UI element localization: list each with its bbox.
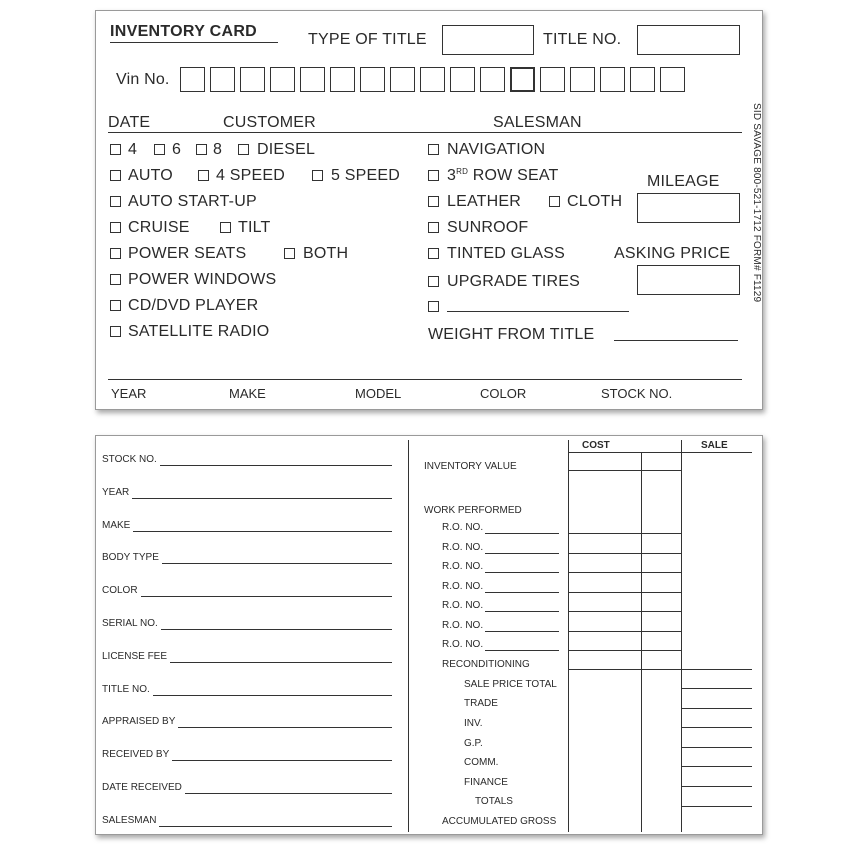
title-no-label: TITLE NO.	[543, 31, 622, 48]
other-option-line[interactable]	[447, 311, 629, 312]
make-label: MAKE	[229, 386, 266, 401]
field-label: SERIAL NO.	[102, 618, 158, 629]
totals-label: TOTALS	[475, 796, 513, 807]
field-line[interactable]	[178, 727, 392, 728]
checkbox-auto[interactable]	[110, 170, 121, 181]
reconditioning-label: RECONDITIONING	[442, 659, 530, 670]
checkbox-satellite[interactable]	[110, 326, 121, 337]
sale-line[interactable]	[681, 688, 752, 689]
vin-box[interactable]	[510, 67, 535, 92]
field-line[interactable]	[172, 760, 392, 761]
asking-price-label: ASKING PRICE	[614, 245, 731, 262]
field-label: BODY TYPE	[102, 552, 159, 564]
field-line[interactable]	[159, 826, 392, 827]
reconditioning-rule	[568, 669, 752, 670]
field-label: APPRAISED BY	[102, 716, 176, 728]
gp-label: G.P.	[464, 738, 483, 749]
label-auto: AUTO	[128, 167, 173, 184]
ro-number-line[interactable]	[485, 650, 559, 651]
label-4: 4	[128, 141, 138, 158]
checkbox-sunroof[interactable]	[428, 222, 439, 233]
model-label: MODEL	[355, 386, 402, 401]
label-tilt: TILT	[238, 219, 271, 236]
checkbox-8[interactable]	[196, 144, 207, 155]
inventory-value-label: INVENTORY VALUE	[424, 461, 517, 472]
checkbox-cd-dvd[interactable]	[110, 300, 121, 311]
title-no-box[interactable]	[637, 25, 740, 55]
sale-price-total-label: SALE PRICE TOTAL	[464, 679, 557, 690]
ro-label: R.O. NO.	[442, 522, 484, 533]
label-cruise: CRUISE	[128, 219, 190, 236]
mileage-box[interactable]	[637, 193, 740, 223]
inventory-value-line[interactable]	[568, 470, 681, 471]
cost-left-rule	[568, 440, 569, 832]
ro-label: R.O. NO.	[442, 600, 484, 611]
field-label: SALESMAN	[102, 814, 157, 826]
grid-header-rule	[568, 452, 752, 453]
checkbox-tires[interactable]	[428, 276, 439, 287]
ro-cost-line[interactable]	[568, 572, 681, 573]
ro-number-line[interactable]	[485, 611, 559, 612]
ro-cost-line[interactable]	[568, 533, 681, 534]
vin-box[interactable]	[600, 67, 625, 92]
checkbox-auto-start[interactable]	[110, 196, 121, 207]
date-header: DATE	[108, 114, 151, 131]
ro-cost-line[interactable]	[568, 650, 681, 651]
work-performed-label: WORK PERFORMED	[424, 505, 522, 516]
label-auto-start: AUTO START-UP	[128, 193, 257, 210]
field-line[interactable]	[170, 662, 392, 663]
card-title: INVENTORY CARD	[110, 23, 258, 40]
vin-box[interactable]	[660, 67, 685, 92]
checkbox-diesel[interactable]	[238, 144, 249, 155]
sale-line[interactable]	[681, 766, 752, 767]
ro-label: R.O. NO.	[442, 561, 484, 572]
checkbox-tilt[interactable]	[220, 222, 231, 233]
vin-box[interactable]	[300, 67, 325, 92]
field-label: COLOR	[102, 585, 138, 597]
sale-line[interactable]	[681, 747, 752, 748]
checkbox-power-windows[interactable]	[110, 274, 121, 285]
type-of-title-label: TYPE OF TITLE	[308, 31, 427, 48]
comm-label: COMM.	[464, 757, 499, 768]
sale-line[interactable]	[681, 786, 752, 787]
field-label: LICENSE FEE	[102, 650, 168, 662]
label-leather: LEATHER	[447, 193, 522, 210]
label-sunroof: SUNROOF	[447, 219, 529, 236]
field-line[interactable]	[185, 793, 392, 794]
label-cd-dvd: CD/DVD PLAYER	[128, 297, 259, 314]
vin-box[interactable]	[240, 67, 265, 92]
vin-label: Vin No.	[116, 71, 170, 88]
ro-number-line[interactable]	[485, 533, 559, 534]
mileage-label: MILEAGE	[647, 173, 720, 190]
color-label: COLOR	[480, 386, 527, 401]
field-line[interactable]	[160, 465, 392, 466]
label-tinted: TINTED GLASS	[447, 245, 565, 262]
vin-box[interactable]	[480, 67, 505, 92]
label-power-seats: POWER SEATS	[128, 245, 247, 262]
ro-cost-line[interactable]	[568, 611, 681, 612]
field-label: YEAR	[102, 486, 130, 498]
label-navigation: NAVIGATION	[447, 141, 546, 158]
label-3rd-row-text: ROW SEAT	[472, 167, 559, 184]
ro-cost-line[interactable]	[568, 553, 681, 554]
ro-label: R.O. NO.	[442, 541, 484, 553]
inventory-card-front	[95, 10, 763, 410]
label-power-windows: POWER WINDOWS	[128, 271, 277, 288]
vin-box[interactable]	[210, 67, 235, 92]
field-label: MAKE	[102, 519, 131, 531]
field-line[interactable]	[141, 596, 392, 597]
field-line[interactable]	[153, 695, 392, 696]
label-3rd-row-num: 3	[447, 167, 457, 184]
checkbox-5speed[interactable]	[312, 170, 323, 181]
label-satellite: SATELLITE RADIO	[128, 323, 270, 340]
title-underline	[110, 42, 278, 43]
checkbox-cloth[interactable]	[549, 196, 560, 207]
sale-left-rule	[681, 440, 682, 832]
sale-line[interactable]	[681, 727, 752, 728]
asking-price-box[interactable]	[637, 265, 740, 295]
field-line[interactable]	[133, 531, 392, 532]
year-label: YEAR	[111, 386, 147, 401]
vin-box[interactable]	[420, 67, 445, 92]
printer-info: SID SAVAGE 800-521-1712 FORM# F1129	[751, 103, 762, 303]
ro-number-line[interactable]	[485, 592, 559, 593]
field-label: RECEIVED BY	[102, 749, 170, 761]
salesman-header: SALESMAN	[493, 114, 582, 131]
vin-box[interactable]	[630, 67, 655, 92]
stock-no-label: STOCK NO.	[601, 386, 673, 401]
label-both: BOTH	[303, 245, 349, 262]
inventory-card-back	[95, 435, 763, 835]
ro-cost-line[interactable]	[568, 592, 681, 593]
ro-label: R.O. NO.	[442, 580, 484, 592]
vin-box[interactable]	[570, 67, 595, 92]
label-3rd-row-sup: RD	[456, 167, 469, 176]
checkbox-navigation[interactable]	[428, 144, 439, 155]
label-6: 6	[172, 141, 182, 158]
ro-cost-line[interactable]	[568, 631, 681, 632]
field-label: STOCK NO.	[102, 454, 157, 465]
checkbox-power-seats[interactable]	[110, 248, 121, 259]
type-of-title-box[interactable]	[442, 25, 534, 55]
ro-number-line[interactable]	[485, 631, 559, 632]
label-3rd-row	[447, 167, 558, 185]
header-rule	[108, 132, 742, 133]
trade-label: TRADE	[464, 698, 498, 709]
checkbox-other[interactable]	[428, 301, 439, 312]
sale-line[interactable]	[681, 708, 752, 709]
customer-header: CUSTOMER	[223, 114, 316, 131]
vin-box[interactable]	[540, 67, 565, 92]
field-line[interactable]	[132, 498, 392, 499]
vin-box[interactable]	[330, 67, 355, 92]
field-line[interactable]	[161, 629, 392, 630]
field-label: DATE RECEIVED	[102, 782, 182, 793]
inv-label: INV.	[464, 718, 483, 729]
vin-box[interactable]	[180, 67, 205, 92]
checkbox-leather[interactable]	[428, 196, 439, 207]
bottom-rule	[108, 379, 742, 380]
center-divider	[408, 440, 409, 832]
label-cloth: CLOTH	[567, 193, 623, 210]
sale-header: SALE	[701, 440, 728, 451]
checkbox-3rd-row[interactable]	[428, 170, 439, 181]
vin-box[interactable]	[360, 67, 385, 92]
vin-box[interactable]	[270, 67, 295, 92]
cost-header: COST	[582, 440, 610, 451]
field-label: TITLE NO.	[102, 683, 150, 695]
ro-label: R.O. NO.	[442, 639, 484, 650]
checkbox-4[interactable]	[110, 144, 121, 155]
label-4speed: 4 SPEED	[216, 167, 285, 184]
vin-box[interactable]	[450, 67, 475, 92]
weight-label: WEIGHT FROM TITLE	[428, 326, 595, 343]
checkbox-tinted[interactable]	[428, 248, 439, 259]
accumulated-gross-label: ACCUMULATED GROSS	[442, 816, 557, 827]
checkbox-cruise[interactable]	[110, 222, 121, 233]
checkbox-6[interactable]	[154, 144, 165, 155]
checkbox-4speed[interactable]	[198, 170, 209, 181]
field-line[interactable]	[162, 563, 392, 564]
finance-label: FINANCE	[464, 777, 508, 788]
ro-number-line[interactable]	[485, 572, 559, 573]
sale-line[interactable]	[681, 806, 752, 807]
cost-cents-rule	[641, 452, 642, 832]
ro-number-line[interactable]	[485, 553, 559, 554]
label-5speed: 5 SPEED	[331, 167, 400, 184]
checkbox-both[interactable]	[284, 248, 295, 259]
ro-label: R.O. NO.	[442, 619, 484, 631]
label-8: 8	[213, 141, 223, 158]
weight-line[interactable]	[614, 340, 738, 341]
vin-box[interactable]	[390, 67, 415, 92]
label-tires: UPGRADE TIRES	[447, 273, 580, 290]
label-diesel: DIESEL	[257, 141, 316, 158]
